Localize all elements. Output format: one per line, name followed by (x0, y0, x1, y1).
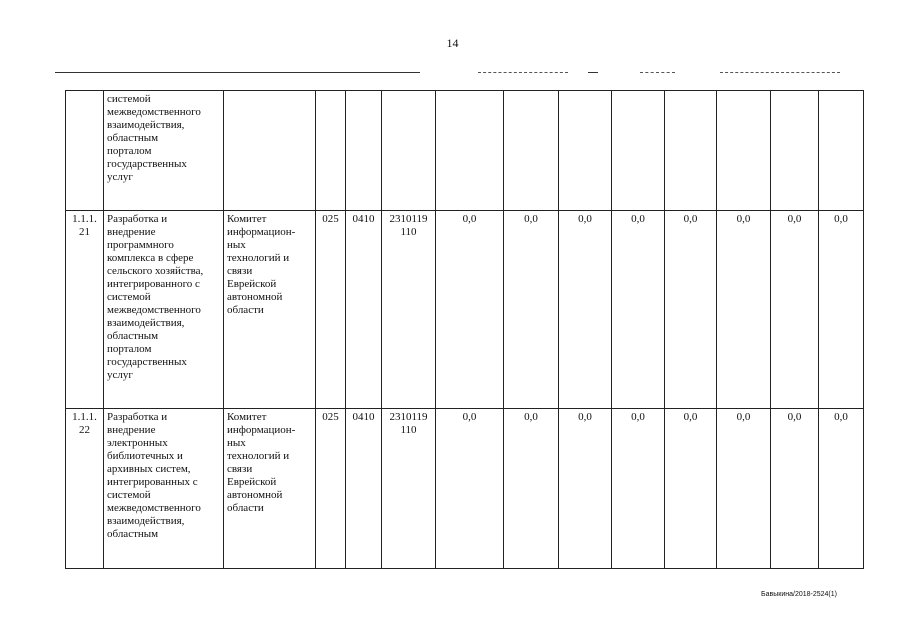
value-cell: 0,0 (819, 211, 864, 409)
activity-name: Разработка и внедрение программного комплекса в сфере сельского хозяйства, интегрированного с системой межведомственного взаимодействия, областным порталом государственных услуг (104, 211, 224, 409)
value-cell (612, 91, 665, 211)
value-cell (504, 91, 559, 211)
table-row (66, 211, 864, 409)
value-cell (665, 91, 717, 211)
value-cell: 0,0 (612, 409, 665, 569)
executor: Комитет информацион- ных технологий и связи Еврейской автономной области (224, 409, 316, 569)
grbs-code: 025 (316, 211, 346, 409)
section-code: 0410 (346, 409, 382, 569)
grbs-code (316, 91, 346, 211)
grbs-code: 025 (316, 409, 346, 569)
value-cell: 0,0 (665, 211, 717, 409)
value-cell: 0,0 (717, 211, 771, 409)
value-cell: 0,0 (436, 211, 504, 409)
value-cell: 0,0 (504, 211, 559, 409)
section-code (346, 91, 382, 211)
row-number (66, 91, 104, 211)
value-cell: 0,0 (559, 409, 612, 569)
csr-code: 2310119 110 (382, 211, 436, 409)
value-cell: 0,0 (504, 409, 559, 569)
value-cell (717, 91, 771, 211)
row-number: 1.1.1. 22 (66, 409, 104, 569)
table-row (66, 91, 864, 211)
value-cell: 0,0 (771, 211, 819, 409)
value-cell (559, 91, 612, 211)
activity-name: системой межведомственного взаимодействия, областным порталом государственных услуг (104, 91, 224, 211)
activity-name: Разработка и внедрение электронных библиотечных и архивных систем, интегрированных с системой межведомственного взаимодействия, областным (104, 409, 224, 569)
csr-code: 2310119 110 (382, 409, 436, 569)
table-row (66, 409, 864, 569)
document-footer-code: Бавыкина/2018-2524(1) (761, 591, 837, 598)
page-number: 14 (446, 36, 459, 50)
header-rule (720, 72, 840, 73)
section-code: 0410 (346, 211, 382, 409)
executor: Комитет информацион- ных технологий и связи Еврейской автономной области (224, 211, 316, 409)
value-cell (771, 91, 819, 211)
budget-table (65, 90, 864, 569)
value-cell (819, 91, 864, 211)
value-cell: 0,0 (436, 409, 504, 569)
header-rule (55, 72, 420, 73)
value-cell: 0,0 (665, 409, 717, 569)
value-cell: 0,0 (612, 211, 665, 409)
header-rule (640, 72, 675, 73)
value-cell: 0,0 (559, 211, 612, 409)
value-cell (436, 91, 504, 211)
value-cell: 0,0 (717, 409, 771, 569)
header-rule (588, 72, 598, 73)
csr-code (382, 91, 436, 211)
executor (224, 91, 316, 211)
value-cell: 0,0 (819, 409, 864, 569)
value-cell: 0,0 (771, 409, 819, 569)
row-number: 1.1.1. 21 (66, 211, 104, 409)
header-rule (478, 72, 568, 73)
